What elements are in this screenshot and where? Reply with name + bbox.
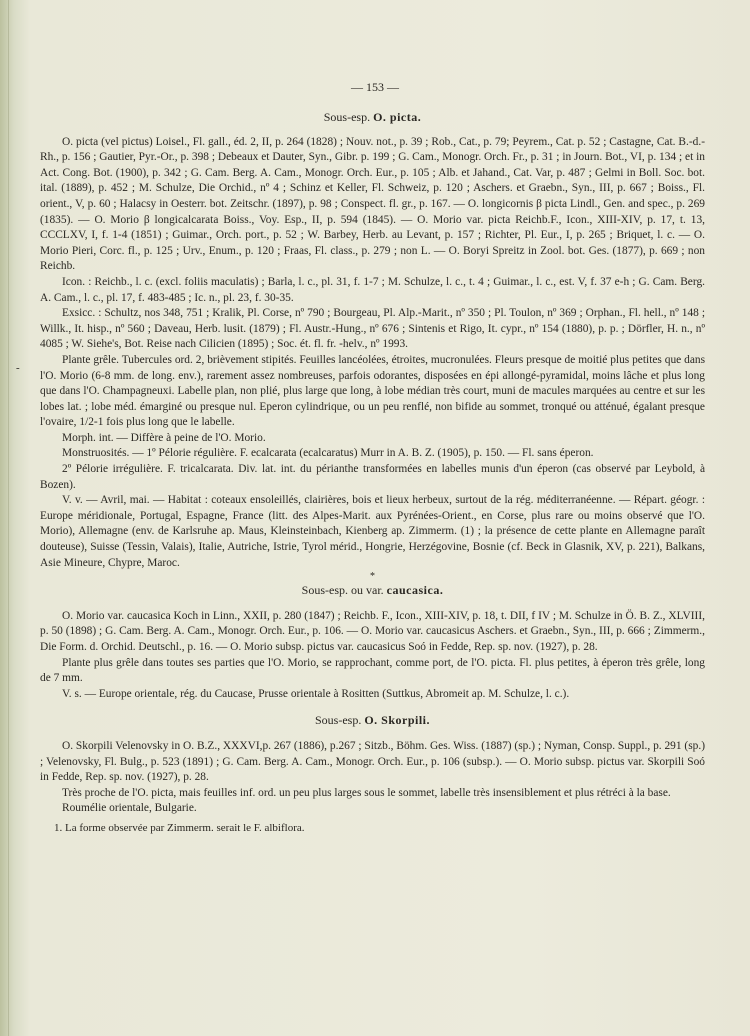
synonymy-picta: O. picta (vel pictus) Loisel., Fl. gall., éd. 2, II, p. 264 (1828) ; Nouv. not., p. 39 ; Rob., Cat., p. 79; Peyrem., Cat. p. 52 ; Castagne, Cat. B.-d.-Rh., p. 156 ; Gautier, Pyr.-Or., p. 398 ; Debeaux et Dauter, Syn., Gibr. p. 199 ; G. Cam., Monogr. Orch. Fr., p. 31 ; in Journ. Bot., VI, p. 134 ; et in Act. Cong. Bot. (1900), p. 342 ; G. Cam. Berg. A. Cam., Monogr. Orch. Eur., p. 105 ; Alb. et Jahand., Cat. Var, p. 487 ; Gelmi in Boll. Soc. bot. ital. (1889), p. 452 ; M. Schulze, Die Orchid., nº 4 ; Schinz et Keller, Fl. Schweiz, p. 120 ; Aschers. et Graebn., Syn., III, p. 667 ; Boiss., Fl. orient., V, p. 60 ; Halacsy in Oesterr. bot. Zeitschr. (1897), p. 98 ; Conspect. fl. gr., p. 167. — O. longicornis β picta Lindl., Gen. and spec., p. 269 (1835). — O. Morio β longicalcarata Boiss., Voy. Esp., II, p. 594 (1845). — O. Morio var. picta Reichb.F., Icon., XIII-XIV, p. 17, t. 13, CCCLXV, I, f. 1-4 (1851) ; Guimar., Orch. port., p. 52 ; W. Barbey, Herb. au Levant, p. 157 ; Richter, Pl. Eur., I, p. 265 ; Briquet, l. c. — O. Morio Pieri, Corc. fl., p. 125 ; Urv., Enum., p. 120 ; Fraas, Fl. class., p. 279 ; non L. — O. Boryi Spreitz in Zool. bot. Ges. (1877), p. 669 ; non Reichb. [40,135,705,273]
icon-refs-picta: Icon. : Reichb., l. c. (excl. foliis maculatis) ; Barla, l. c., pl. 31, f. 1-7 ; M. Schulze, l. c., t. 4 ; Guimar., l. c., est. V, f. 37 e-h ; G. Cam. Berg. A. Cam., l. c., pl. 17, f. 483-485 ; Ic. n., pl. 23, f. 30-35. [40,275,705,304]
description-picta: Plante grêle. Tubercules ord. 2, brièvement stipités. Feuilles lancéolées, étroites, mucronulées. Fleurs presque de moitié plus petites que dans l'O. Morio (6-8 mm. de long. env.), rarement assez nombreuses, parfois odorantes, disposées en épi allongé-pyramidal, moins lâche et plus long que dans l'O. Champagneuxi. Labelle plan, non plié, plus large que long, à lobe médian très court, muni de macules marquées au centre et sur les lobes lat. ; lobe méd. émarginé ou presque nul. Eperon cylindrique, ou un peu renflé, non bifide au sommet, tronqué ou atténué, égalant presque l'ovaire, 1/2-1 fois plus long que le labelle. [40,353,705,429]
page-body [40,82,705,837]
pelorie-picta: 2º Pélorie irrégulière. F. tricalcarata. Div. lat. int. du périanthe transformées en labelles munis d'un éperon (cas observé par Leybold, à Bozen). [40,463,705,491]
section-mark: * [370,571,375,583]
margin-mark: - [16,362,20,374]
morph-picta: Morph. int. — Diffère à peine de l'O. Morio. [62,431,266,444]
section-heading-skorpili: Sous-esp. O. Skorpili. [314,713,431,728]
binding-edge [8,0,9,1036]
exsicc-picta: Exsicc. : Schultz, nos 348, 751 ; Kralik, Pl. Corse, nº 790 ; Bourgeau, Pl. Alp.-Marit., nº 350 ; Pl. Toulon, nº 369 ; Orphan., Fl. hell., nº 148 ; Willk., It. hisp., nº 560 ; Daveau, Herb. lusit. (1879) ; Fl. Austr.-Hung., nº 676 ; Sintenis et Rigo, It. cypr., nº 154 (1880), p. p. ; Dörfler, H. n., nº 4085 ; W. Siehe's, Bot. Reise nach Cilicien (1895) ; Soc. ét. fl. fr. -helv., nº 1993. [40,307,705,351]
section-heading-caucasica: Sous-esp. ou var. caucasica. [301,583,444,598]
habitat-skorpili: Roumélie orientale, Bulgarie. [62,802,197,815]
description-skorpili: Très proche de l'O. picta, mais feuilles inf. ord. un peu plus larges sous le sommet, labelle très insensiblement et plus rétréci à la base. [62,786,671,799]
habitat-picta: V. v. — Avril, mai. — Habitat : coteaux ensoleillés, clairières, bois et lieux herbeux, surtout de la rég. méditerranéenne. — Répart. géogr. : Europe méridionale, Portugal, Espagne, France (litt. des Alpes-Marit. aux Pyrénées-Orient., en Corse, plus rare ou moins observé que l'O. Morio), Allemagne (env. de Karlsruhe ap. Maus, Kleinsteinbach, Kienberg ap. Zimmerm. (1) ; la présence de cette plante en Allemagne paraît douteuse), Suisse (Tessin, Valais), Italie, Autriche, Istrie, Tyrol mérid., Hongrie, Herzégovine, Bosnie (cf. Beck in Glasnik, XV, p. 221), Balkans, Asie Mineure, Chypre, Maroc. [40,494,705,569]
synonymy-skorpili: O. Skorpili Velenovsky in O. B.Z., XXXVI,p. 267 (1886), p.267 ; Sitzb., Böhm. Ges. Wiss. (1887) (sp.) ; Nyman, Consp. Suppl., p. 291 (sp.) ; Velenovsky, Fl. Bulg., p. 523 (1891) ; G. Cam. Berg. A. Cam., Monogr. Orch. Eur., p. 106 (subsp.). — O. Morio subsp. pictus var. Skorpili Soó in Fedde, Rep. sp. nov. (1927), p. 28. [40,739,705,784]
page-number: — 153 — [351,80,399,94]
habitat-caucasica: V. s. — Europe orientale, rég. du Caucase, Prusse orientale à Rositten (Suttkus, Abromeit ap. M. Schulze, l. c.). [62,687,570,700]
section-heading-picta: Sous-esp. O. picta. [323,110,422,124]
footnote: 1. La forme observée par Zimmerm. serait le F. albiflora. [54,821,305,834]
synonymy-caucasica: O. Morio var. caucasica Koch in Linn., XXII, p. 280 (1847) ; Reichb. F., Icon., XIII-XIV, p. 18, t. DII, f IV ; M. Schulze in Ö. B. Z., XLVIII, p. 50 (1898) ; G. Cam. Berg. A. Cam., Monogr. Orch. Eur., p. 106. — O. Morio var. caucasicus Aschers. et Graebn., Syn., III, p. 666 ; Zimmerm., Die Form. d. Orchid. Deutschl., p. 16. — O. Morio subsp. pictus var. caucasicus Soó in Fedde, Rep. sp. nov. (1927), p. 28. [40,609,705,653]
monstruosites-picta: Monstruosités. — 1º Pélorie régulière. F. ecalcarata (ecalcaratus) Murr in A. B. Z. (1905), p. 150. — Fl. sans éperon. [62,447,594,460]
description-caucasica: Plante plus grêle dans toutes ses parties que l'O. Morio, se rapprochant, comme port, de l'O. picta. Fl. plus petites, à éperon très grêle, long de 7 mm. [40,656,705,685]
